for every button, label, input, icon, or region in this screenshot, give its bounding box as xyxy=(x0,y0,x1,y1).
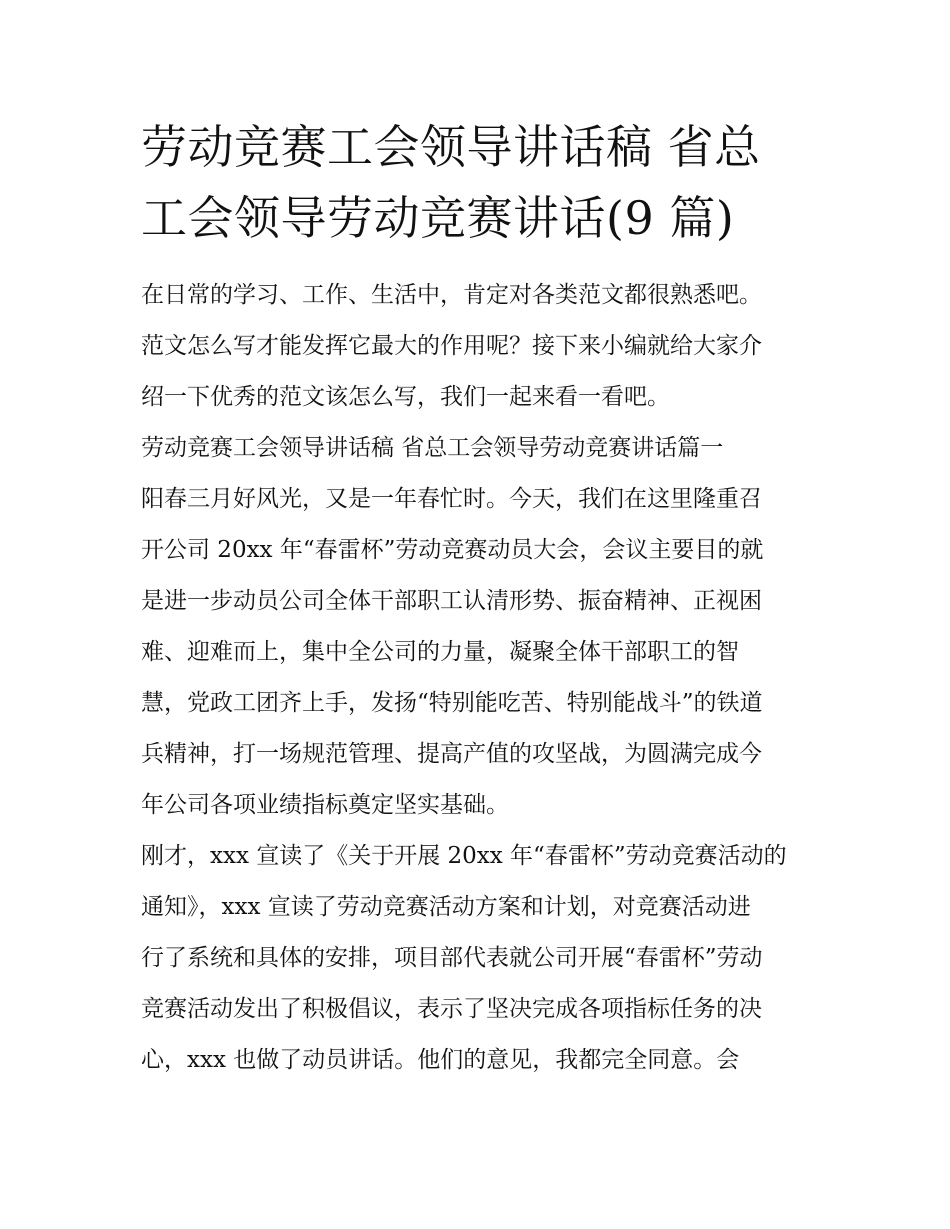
section-heading: 劳动竞赛工会领导讲话稿 省总工会领导劳动竞赛讲话篇一 xyxy=(141,435,724,461)
body-line: 范文怎么写才能发挥它最大的作用呢？接下来小编就给大家介 xyxy=(141,333,762,359)
body-line: 慧，党政工团齐上手，发扬“特别能吃苦、特别能战斗”的铁道 xyxy=(141,690,763,716)
body-line: 在日常的学习、工作、生活中，肯定对各类范文都很熟悉吧。 xyxy=(141,282,762,308)
body-line: 通知》，xxx 宣读了劳动竞赛活动方案和计划，对竞赛活动进 xyxy=(141,894,751,920)
body-line: 行了系统和具体的安排，项目部代表就公司开展“春雷杯”劳动 xyxy=(141,945,763,971)
title-line: 劳动竞赛工会领导讲话稿 省总 xyxy=(141,120,761,174)
body-line: 是进一步动员公司全体干部职工认清形势、振奋精神、正视困 xyxy=(141,588,762,614)
body-line: 竞赛活动发出了积极倡议，表示了坚决完成各项指标任务的决 xyxy=(141,996,762,1022)
title-line: 工会领导劳动竞赛讲话(9 篇) xyxy=(141,191,735,245)
body-line: 绍一下优秀的范文该怎么写，我们一起来看一看吧。 xyxy=(141,384,670,410)
body-line: 兵精神，打一场规范管理、提高产值的攻坚战，为圆满完成今 xyxy=(141,741,762,767)
body-line: 刚才，xxx 宣读了《关于开展 20xx 年“春雷杯”劳动竞赛活动的 xyxy=(141,843,787,869)
body-line: 心，xxx 也做了动员讲话。他们的意见，我都完全同意。会 xyxy=(141,1047,740,1073)
document-body xyxy=(141,270,816,1086)
body-line: 开公司 20xx 年“春雷杯”劳动竞赛动员大会，会议主要目的就 xyxy=(141,537,764,563)
body-line: 难、迎难而上，集中全公司的力量，凝聚全体干部职工的智 xyxy=(141,639,739,665)
body-line: 阳春三月好风光，又是一年春忙时。今天，我们在这里隆重召 xyxy=(141,486,762,512)
document-title xyxy=(141,112,816,254)
body-line: 年公司各项业绩指标奠定坚实基础。 xyxy=(141,792,509,818)
document-content xyxy=(141,112,816,1086)
